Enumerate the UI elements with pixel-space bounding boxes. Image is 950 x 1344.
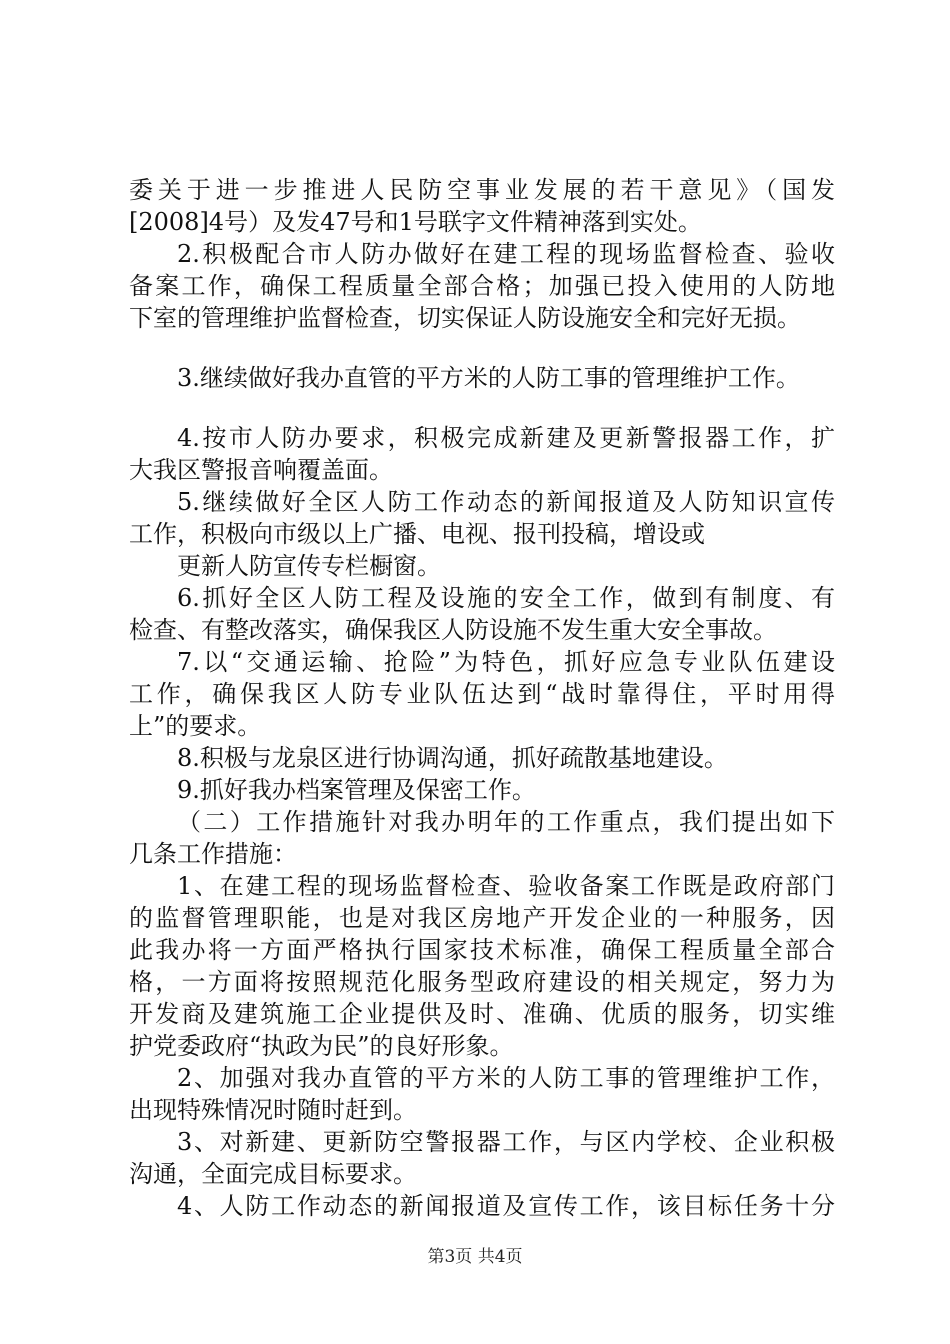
text-line: 2.积极配合市人防办做好在建工程的现场监督检查、验收 bbox=[177, 240, 835, 268]
text-line: 沟通，全面完成目标要求。 bbox=[129, 1160, 417, 1188]
text-line: 大我区警报音响覆盖面。 bbox=[129, 456, 393, 484]
text-line: 6.抓好全区人防工程及设施的安全工作，做到有制度、有 bbox=[177, 584, 835, 612]
text-line: 4.按市人防办要求，积极完成新建及更新警报器工作，扩 bbox=[177, 424, 835, 452]
paragraph-gap bbox=[129, 334, 835, 362]
text-line: 护党委政府“执政为民”的良好形象。 bbox=[129, 1032, 514, 1060]
text-line: 5.继续做好全区人防工作动态的新闻报道及人防知识宣传 bbox=[177, 488, 835, 516]
text-line: 几条工作措施： bbox=[129, 840, 297, 868]
text-line: 备案工作，确保工程质量全部合格；加强已投入使用的人防地 bbox=[129, 272, 835, 300]
text-line: 开发商及建筑施工企业提供及时、准确、优质的服务，切实维 bbox=[129, 1000, 835, 1028]
text-line: 3、对新建、更新防空警报器工作，与区内学校、企业积极 bbox=[177, 1128, 835, 1156]
text-line: [2008]4号）及发47号和1号联字文件精神落到实处。 bbox=[129, 208, 702, 236]
text-line: 2、加强对我办直管的平方米的人防工事的管理维护工作， bbox=[177, 1064, 835, 1092]
text-line: 委关于进一步推进人民防空事业发展的若干意见》（国发 bbox=[129, 176, 835, 204]
document-body bbox=[129, 174, 835, 1222]
text-line: 工作，确保我区人防专业队伍达到“战时靠得住，平时用得 bbox=[129, 680, 835, 708]
text-line: 下室的管理维护监督检查，切实保证人防设施安全和完好无损。 bbox=[129, 304, 801, 332]
text-line: 的监督管理职能，也是对我区房地产开发企业的一种服务，因 bbox=[129, 904, 835, 932]
text-line: 此我办将一方面严格执行国家技术标准，确保工程质量全部合 bbox=[129, 936, 835, 964]
text-line: （二）工作措施针对我办明年的工作重点，我们提出如下 bbox=[177, 808, 835, 836]
page-footer: 第3页 共4页 bbox=[427, 1247, 523, 1267]
text-line: 1、在建工程的现场监督检查、验收备案工作既是政府部门 bbox=[177, 872, 835, 900]
text-line: 格，一方面将按照规范化服务型政府建设的相关规定，努力为 bbox=[129, 968, 835, 996]
text-line: 上”的要求。 bbox=[129, 712, 262, 740]
text-line: 工作，积极向市级以上广播、电视、报刊投稿，增设或 bbox=[129, 520, 705, 548]
text-line: 检查、有整改落实，确保我区人防设施不发生重大安全事故。 bbox=[129, 616, 777, 644]
text-line: 出现特殊情况时随时赶到。 bbox=[129, 1096, 417, 1124]
text-line: 8.积极与龙泉区进行协调沟通，抓好疏散基地建设。 bbox=[177, 744, 728, 772]
text-line: 9.抓好我办档案管理及保密工作。 bbox=[177, 776, 536, 804]
text-line: 3.继续做好我办直管的平方米的人防工事的管理维护工作。 bbox=[177, 364, 800, 392]
text-line: 7.以“交通运输、抢险”为特色，抓好应急专业队伍建设 bbox=[177, 648, 835, 676]
text-line: 更新人防宣传专栏橱窗。 bbox=[177, 552, 441, 580]
paragraph-gap bbox=[129, 394, 835, 422]
text-line: 4、人防工作动态的新闻报道及宣传工作，该目标任务十分 bbox=[177, 1192, 835, 1220]
